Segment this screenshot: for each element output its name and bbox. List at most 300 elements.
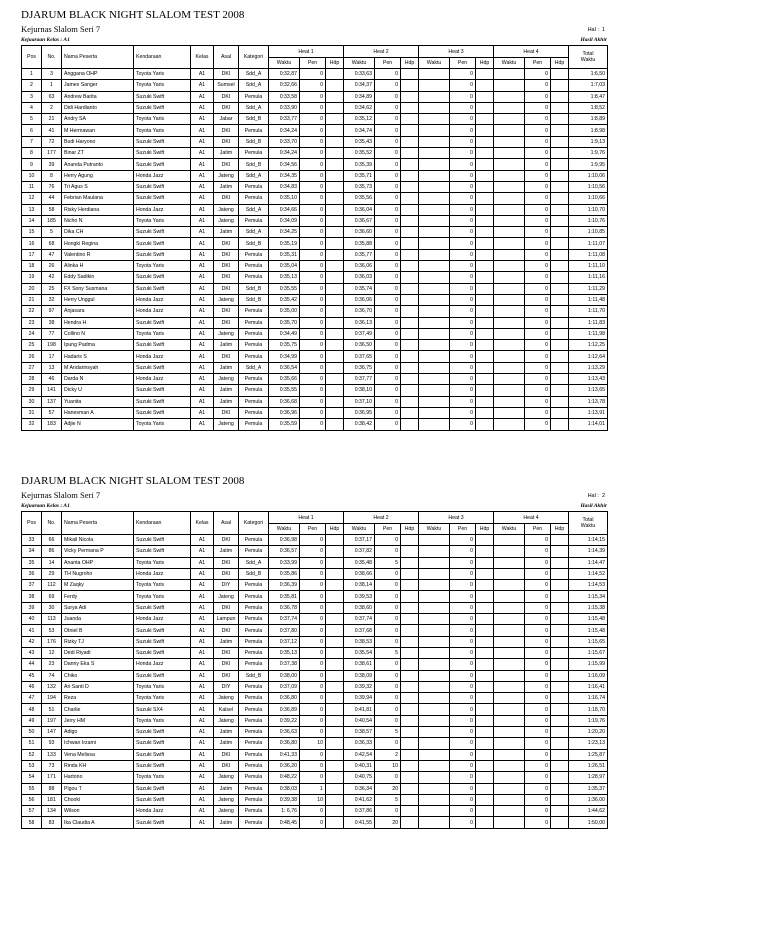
cell-heat2-waktu: 0:39,94 (344, 693, 375, 704)
cell-heat4-waktu (494, 670, 525, 681)
cell-pos: 31 (22, 407, 42, 418)
cell-heat3-pen: 0 (450, 80, 476, 91)
cell-total: 1:10,76 (569, 215, 608, 226)
cell-kendaraan: Toyota Yaris (134, 69, 191, 80)
table-row (22, 385, 608, 396)
cell-heat1-hdp (326, 125, 344, 136)
cell-kendaraan: Suzuki Swift (134, 181, 191, 192)
cell-heat1-pen: 0 (300, 659, 326, 670)
page-number-value: 2 (601, 493, 605, 499)
cell-heat4-waktu (494, 249, 525, 260)
cell-kategori: Pemula (239, 91, 269, 102)
cell-heat3-pen: 0 (450, 294, 476, 305)
cell-heat4-hdp (551, 91, 569, 102)
cell-heat3-hdp (476, 114, 494, 125)
cell-heat1-pen: 0 (300, 261, 326, 272)
cell-heat2-hdp (401, 91, 419, 102)
col-total-line2: Waktu (580, 523, 596, 529)
cell-heat4-hdp (551, 727, 569, 738)
cell-heat3-pen: 0 (450, 215, 476, 226)
cell-heat4-waktu (494, 625, 525, 636)
cell-heat3-pen: 0 (450, 69, 476, 80)
cell-nama: Dika CH (62, 227, 134, 238)
cell-kategori: Sdd_A (239, 80, 269, 91)
cell-kelas: A1 (191, 535, 214, 546)
cell-kendaraan: Toyota Yaris (134, 580, 191, 591)
cell-heat3-pen: 0 (450, 546, 476, 557)
cell-heat1-waktu: 0:34,24 (269, 125, 300, 136)
cell-heat2-waktu: 0:38,09 (344, 670, 375, 681)
cell-heat1-hdp (326, 546, 344, 557)
cell-kelas: A1 (191, 215, 214, 226)
cell-heat1-hdp (326, 580, 344, 591)
cell-heat1-waktu: 0:35,31 (269, 249, 300, 260)
table-row (22, 760, 608, 771)
cell-kelas: A1 (191, 340, 214, 351)
table-row (22, 602, 608, 613)
cell-kendaraan: Suzuki Swift (134, 636, 191, 647)
cell-heat4-hdp (551, 591, 569, 602)
cell-heat3-waktu (419, 261, 450, 272)
cell-heat1-hdp (326, 806, 344, 817)
cell-heat4-hdp (551, 374, 569, 385)
cell-heat4-hdp (551, 546, 569, 557)
cell-no: 39 (42, 159, 62, 170)
cell-kategori: Pemula (239, 340, 269, 351)
table-row (22, 317, 608, 328)
col-waktu: Waktu (419, 524, 450, 535)
cell-heat3-waktu (419, 114, 450, 125)
col-waktu: Waktu (269, 524, 300, 535)
cell-heat1-pen: 0 (300, 283, 326, 294)
cell-heat3-waktu (419, 727, 450, 738)
cell-heat2-waktu: 0:36,03 (344, 272, 375, 283)
cell-heat4-waktu (494, 760, 525, 771)
cell-asal: DKI (214, 193, 239, 204)
cell-heat1-waktu: 0:37,80 (269, 625, 300, 636)
cell-heat2-pen: 20 (375, 817, 401, 828)
cell-heat4-pen: 0 (525, 148, 551, 159)
cell-heat2-waktu: 0:34,37 (344, 80, 375, 91)
cell-heat3-waktu (419, 362, 450, 373)
cell-kelas: A1 (191, 636, 214, 647)
cell-no: 134 (42, 806, 62, 817)
cell-heat1-waktu: 0:36,39 (269, 580, 300, 591)
cell-kategori: Sdd_A (239, 170, 269, 181)
cell-kendaraan: Suzuki Swift (134, 317, 191, 328)
cell-heat3-hdp (476, 227, 494, 238)
cell-heat3-waktu (419, 306, 450, 317)
cell-asal: DKI (214, 272, 239, 283)
table-row (22, 306, 608, 317)
cell-heat3-pen: 0 (450, 580, 476, 591)
cell-kategori: Pemula (239, 351, 269, 362)
cell-nama: Hartono (62, 772, 134, 783)
cell-heat1-waktu: 0:35,86 (269, 568, 300, 579)
cell-heat1-waktu: 0:37,09 (269, 681, 300, 692)
col-heat1: Heat 1 (269, 512, 344, 524)
cell-kelas: A1 (191, 407, 214, 418)
col-heat2: Heat 2 (344, 512, 419, 524)
cell-kendaraan: Toyota Yaris (134, 693, 191, 704)
cell-heat1-waktu: 0:36,78 (269, 602, 300, 613)
table-row (22, 625, 608, 636)
cell-heat2-hdp (401, 738, 419, 749)
cell-heat3-waktu (419, 659, 450, 670)
cell-heat3-hdp (476, 636, 494, 647)
cell-kategori: Pemula (239, 546, 269, 557)
cell-kelas: A1 (191, 749, 214, 760)
cell-heat4-waktu (494, 407, 525, 418)
cell-heat4-waktu (494, 715, 525, 726)
cell-heat4-waktu (494, 636, 525, 647)
cell-kelas: A1 (191, 159, 214, 170)
cell-heat1-pen: 0 (300, 374, 326, 385)
cell-pos: 58 (22, 817, 42, 828)
cell-total: 1:26,51 (569, 760, 608, 771)
cell-heat2-pen: 0 (375, 693, 401, 704)
table-row (22, 557, 608, 568)
cell-asal: Jateng (214, 215, 239, 226)
page-number-label: Hal : (587, 493, 599, 499)
cell-nama: Ichwan Irzami (62, 738, 134, 749)
cell-heat4-pen: 0 (525, 159, 551, 170)
cell-heat3-pen: 0 (450, 272, 476, 283)
cell-total: 1:18,70 (569, 704, 608, 715)
cell-kelas: A1 (191, 772, 214, 783)
cell-heat2-pen: 0 (375, 102, 401, 113)
cell-kelas: A1 (191, 125, 214, 136)
cell-heat2-waktu: 0:35,73 (344, 181, 375, 192)
cell-kelas: A1 (191, 760, 214, 771)
cell-no: 137 (42, 396, 62, 407)
table-row (22, 396, 608, 407)
cell-kategori: Sdd_B (239, 114, 269, 125)
cell-heat4-waktu (494, 681, 525, 692)
cell-heat2-pen: 0 (375, 215, 401, 226)
cell-heat3-waktu (419, 602, 450, 613)
cell-no: 177 (42, 148, 62, 159)
cell-heat1-hdp (326, 159, 344, 170)
cell-heat4-hdp (551, 136, 569, 147)
cell-heat3-pen: 0 (450, 772, 476, 783)
cell-nama: Otniel B (62, 625, 134, 636)
table-row (22, 215, 608, 226)
col-hdp: Hdp (326, 524, 344, 535)
cell-no: 41 (42, 125, 62, 136)
cell-heat2-waktu: 0:35,71 (344, 170, 375, 181)
cell-heat1-pen: 0 (300, 407, 326, 418)
cell-nama: Valentino R (62, 249, 134, 260)
table-row (22, 340, 608, 351)
cell-heat3-waktu (419, 294, 450, 305)
cell-heat4-hdp (551, 80, 569, 91)
table-row (22, 261, 608, 272)
cell-total: 1:15,48 (569, 614, 608, 625)
cell-kategori: Sdd_B (239, 238, 269, 249)
cell-heat3-hdp (476, 396, 494, 407)
cell-heat3-waktu (419, 351, 450, 362)
cell-heat3-pen: 0 (450, 385, 476, 396)
cell-heat3-hdp (476, 385, 494, 396)
cell-heat2-pen: 0 (375, 317, 401, 328)
cell-nama: M Andarinsyah (62, 362, 134, 373)
cell-pos: 46 (22, 681, 42, 692)
cell-heat4-hdp (551, 396, 569, 407)
cell-heat4-pen: 0 (525, 396, 551, 407)
cell-heat2-waktu: 0:36,75 (344, 362, 375, 373)
cell-heat3-pen: 0 (450, 794, 476, 805)
cell-heat2-pen: 0 (375, 659, 401, 670)
cell-kelas: A1 (191, 419, 214, 430)
cell-heat2-pen: 0 (375, 362, 401, 373)
cell-no: 171 (42, 772, 62, 783)
col-pos: Pos (22, 46, 42, 69)
cell-heat2-pen: 0 (375, 170, 401, 181)
cell-heat1-hdp (326, 340, 344, 351)
cell-pos: 43 (22, 647, 42, 658)
cell-kategori: Sdd_B (239, 283, 269, 294)
cell-heat4-waktu (494, 261, 525, 272)
cell-heat3-hdp (476, 817, 494, 828)
col-heat3: Heat 3 (419, 512, 494, 524)
cell-heat3-waktu (419, 568, 450, 579)
cell-heat4-hdp (551, 659, 569, 670)
cell-heat4-pen: 0 (525, 546, 551, 557)
cell-asal: Jateng (214, 419, 239, 430)
cell-heat3-waktu (419, 238, 450, 249)
cell-heat2-pen: 0 (375, 136, 401, 147)
cell-heat1-hdp (326, 102, 344, 113)
col-total-line1: Total (582, 517, 594, 523)
col-pen: Pen (525, 58, 551, 69)
cell-asal: Jatim (214, 181, 239, 192)
cell-heat3-pen: 0 (450, 193, 476, 204)
cell-heat1-pen: 0 (300, 193, 326, 204)
cell-heat4-waktu (494, 159, 525, 170)
cell-heat1-waktu: 0:33,70 (269, 136, 300, 147)
cell-heat3-pen: 0 (450, 351, 476, 362)
table-row (22, 328, 608, 339)
cell-heat2-hdp (401, 249, 419, 260)
cell-heat1-waktu: 0:36,80 (269, 693, 300, 704)
cell-heat2-hdp (401, 351, 419, 362)
cell-heat1-hdp (326, 249, 344, 260)
cell-no: 32 (42, 294, 62, 305)
cell-heat3-waktu (419, 817, 450, 828)
cell-no: 42 (42, 272, 62, 283)
cell-heat3-waktu (419, 749, 450, 760)
results-page-1 (21, 9, 607, 431)
cell-kategori: Pemula (239, 317, 269, 328)
cell-heat4-pen: 0 (525, 238, 551, 249)
cell-heat2-pen: 0 (375, 204, 401, 215)
cell-heat2-pen: 0 (375, 340, 401, 351)
cell-kelas: A1 (191, 817, 214, 828)
cell-heat3-pen: 0 (450, 738, 476, 749)
cell-heat4-waktu (494, 69, 525, 80)
table-row (22, 715, 608, 726)
cell-heat3-pen: 0 (450, 407, 476, 418)
cell-kendaraan: Honda Jazz (134, 614, 191, 625)
cell-asal: Jateng (214, 794, 239, 805)
cell-heat3-waktu (419, 328, 450, 339)
cell-heat4-waktu (494, 580, 525, 591)
cell-pos: 24 (22, 328, 42, 339)
cell-heat3-waktu (419, 102, 450, 113)
cell-nama: Yuanita (62, 396, 134, 407)
cell-heat3-hdp (476, 580, 494, 591)
cell-kendaraan: Toyota Yaris (134, 80, 191, 91)
cell-heat4-hdp (551, 181, 569, 192)
cell-heat3-hdp (476, 535, 494, 546)
col-hdp: Hdp (476, 58, 494, 69)
cell-heat4-waktu (494, 80, 525, 91)
cell-pos: 25 (22, 340, 42, 351)
cell-heat3-hdp (476, 591, 494, 602)
cell-heat3-hdp (476, 306, 494, 317)
cell-heat3-hdp (476, 328, 494, 339)
cell-heat4-hdp (551, 681, 569, 692)
cell-heat4-pen: 0 (525, 215, 551, 226)
cell-heat1-hdp (326, 80, 344, 91)
cell-heat4-waktu (494, 772, 525, 783)
cell-no: 176 (42, 636, 62, 647)
cell-heat2-hdp (401, 215, 419, 226)
class-label: Kejuaraan Kelas : A1 (21, 503, 70, 509)
cell-total: 1:23,13 (569, 738, 608, 749)
cell-heat2-pen: 0 (375, 419, 401, 430)
cell-heat3-waktu (419, 783, 450, 794)
table-row (22, 783, 608, 794)
table-row (22, 181, 608, 192)
col-hdp: Hdp (326, 58, 344, 69)
cell-heat2-hdp (401, 317, 419, 328)
cell-heat2-hdp (401, 568, 419, 579)
cell-kelas: A1 (191, 783, 214, 794)
cell-heat3-hdp (476, 806, 494, 817)
cell-heat2-pen: 0 (375, 546, 401, 557)
cell-kategori: Pemula (239, 148, 269, 159)
cell-asal: Jatim (214, 385, 239, 396)
cell-heat3-pen: 0 (450, 693, 476, 704)
cell-total: 1:10,06 (569, 170, 608, 181)
cell-heat3-waktu (419, 159, 450, 170)
cell-heat2-waktu: 0:36,33 (344, 738, 375, 749)
cell-heat2-waktu: 0:36,06 (344, 294, 375, 305)
cell-no: 132 (42, 681, 62, 692)
cell-kelas: A1 (191, 385, 214, 396)
cell-heat1-pen: 0 (300, 546, 326, 557)
cell-heat1-waktu: 0:36,20 (269, 760, 300, 771)
cell-no: 73 (42, 760, 62, 771)
cell-heat2-hdp (401, 227, 419, 238)
cell-asal: DKI (214, 159, 239, 170)
cell-heat3-waktu (419, 760, 450, 771)
cell-asal: Jatim (214, 340, 239, 351)
cell-heat2-pen: 5 (375, 794, 401, 805)
cell-heat1-pen: 0 (300, 670, 326, 681)
cell-heat2-waktu: 0:35,39 (344, 159, 375, 170)
table-row (22, 647, 608, 658)
cell-heat3-pen: 0 (450, 249, 476, 260)
col-kendaraan: Kendaraan (134, 512, 191, 535)
table-row (22, 249, 608, 260)
cell-kategori: Pemula (239, 760, 269, 771)
cell-heat1-waktu: 0:35,13 (269, 647, 300, 658)
cell-asal: DKI (214, 136, 239, 147)
cell-pos: 30 (22, 396, 42, 407)
cell-heat2-hdp (401, 659, 419, 670)
cell-kelas: A1 (191, 794, 214, 805)
cell-heat3-hdp (476, 261, 494, 272)
cell-heat2-pen: 0 (375, 159, 401, 170)
cell-heat1-waktu: 0:37,12 (269, 636, 300, 647)
cell-heat1-hdp (326, 351, 344, 362)
cell-pos: 20 (22, 283, 42, 294)
cell-heat1-waktu: 0:36,96 (269, 407, 300, 418)
cell-heat3-pen: 0 (450, 374, 476, 385)
cell-kendaraan: Suzuki Swift (134, 193, 191, 204)
cell-pos: 52 (22, 749, 42, 760)
cell-total: 1:10,85 (569, 227, 608, 238)
table-row (22, 102, 608, 113)
cell-total: 1:14,01 (569, 419, 608, 430)
cell-asal: Jatim (214, 817, 239, 828)
cell-heat3-waktu (419, 636, 450, 647)
cell-heat3-hdp (476, 670, 494, 681)
cell-heat1-hdp (326, 396, 344, 407)
cell-heat3-hdp (476, 340, 494, 351)
cell-total: 1:19,76 (569, 715, 608, 726)
cell-no: 183 (42, 419, 62, 430)
class-info-line (21, 503, 607, 511)
cell-heat3-pen: 0 (450, 670, 476, 681)
cell-total: 1:10,56 (569, 181, 608, 192)
cell-heat4-pen: 0 (525, 681, 551, 692)
cell-heat4-waktu (494, 783, 525, 794)
cell-heat4-waktu (494, 362, 525, 373)
cell-heat4-pen: 0 (525, 91, 551, 102)
cell-heat1-hdp (326, 407, 344, 418)
cell-heat1-waktu: 0:35,19 (269, 238, 300, 249)
cell-heat2-pen: 2 (375, 749, 401, 760)
cell-heat2-waktu: 0:39,53 (344, 591, 375, 602)
cell-heat3-waktu (419, 557, 450, 568)
cell-heat1-hdp (326, 227, 344, 238)
cell-heat3-waktu (419, 249, 450, 260)
cell-nama: Ika Claudia A (62, 817, 134, 828)
cell-heat2-waktu: 0:35,12 (344, 114, 375, 125)
cell-kategori: Pemula (239, 125, 269, 136)
cell-no: 44 (42, 193, 62, 204)
cell-total: 1:11,16 (569, 272, 608, 283)
cell-kelas: A1 (191, 727, 214, 738)
cell-heat2-waktu: 0:38,42 (344, 419, 375, 430)
cell-heat1-hdp (326, 193, 344, 204)
cell-heat2-pen: 0 (375, 591, 401, 602)
col-nama: Nama Peserta (62, 512, 134, 535)
cell-asal: Jatim (214, 362, 239, 373)
cell-asal: DKI (214, 568, 239, 579)
cell-asal: Jatim (214, 546, 239, 557)
col-waktu: Waktu (344, 58, 375, 69)
cell-nama: Andry SA (62, 114, 134, 125)
cell-heat2-waktu: 0:34,62 (344, 102, 375, 113)
cell-heat1-waktu: 0:37,38 (269, 659, 300, 670)
cell-heat1-pen: 10 (300, 794, 326, 805)
cell-pos: 19 (22, 272, 42, 283)
